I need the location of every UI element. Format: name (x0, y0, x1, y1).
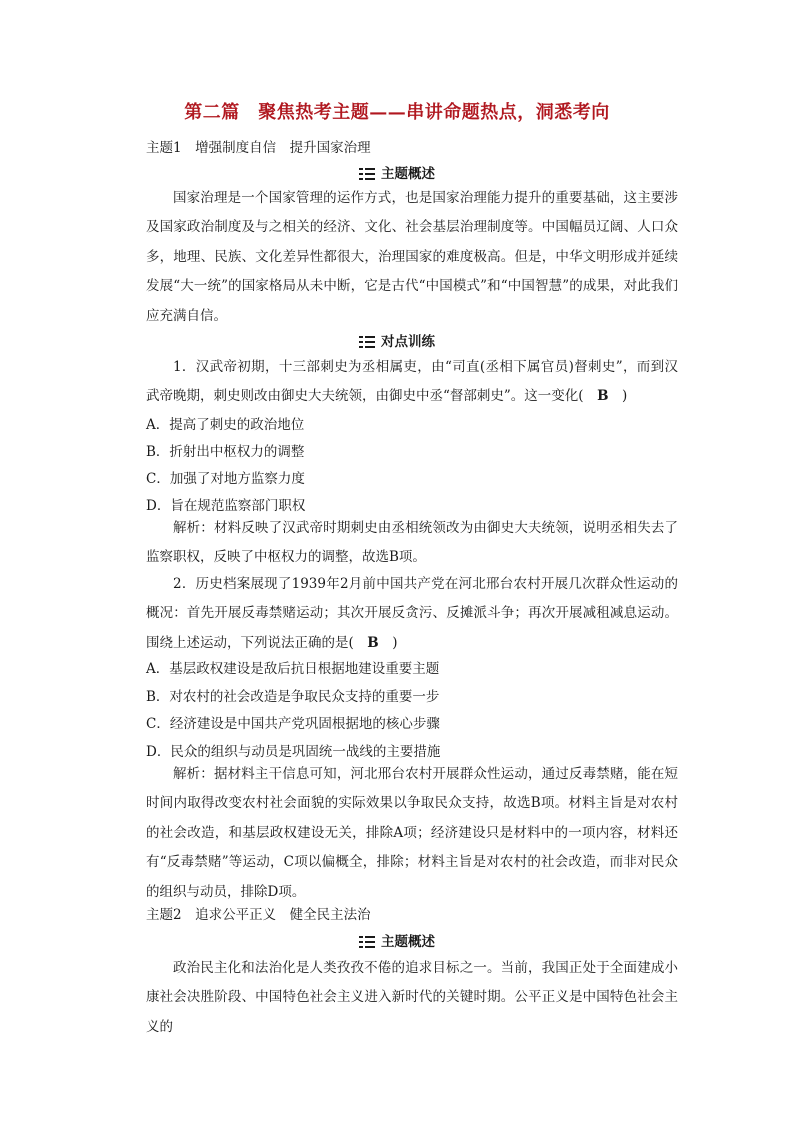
overview-2-heading (0, 930, 794, 950)
question-1-close: ) (622, 388, 628, 405)
topic-1-heading: 主题1 增强制度自信 提升国家治理 (146, 140, 371, 156)
question-2-answer: B (367, 634, 379, 651)
overview-2-paragraph: 政治民主化和法治化是人类孜孜不倦的追求目标之一。当前，我国正处于全面建成小康社会决胜阶段、中国特色社会主义进入新时代的关键时期。公平正义是中国特色社会主义的 (146, 960, 678, 1035)
question-1-answer: B (597, 388, 609, 405)
question-2-stem (146, 570, 678, 658)
overview-2-heading-text: 主题概述 (381, 934, 435, 950)
question-1-analysis: 解析：材料反映了汉武帝时期刺史由丞相统领改为由御史大夫统领，说明丞相失去了监察职权，反映了中枢权力的调整，故选B项。 (146, 520, 678, 566)
question-2-option-c: C．经济建设是中国共产党巩固根据地的核心步骤 (146, 716, 440, 732)
topic-2-heading: 主题2 追求公平正义 健全民主法治 (146, 907, 371, 923)
list-icon (359, 935, 375, 948)
question-2-option-a: A．基层政权建设是敌后抗日根据地建设重要主题 (146, 661, 440, 677)
question-1-option-a: A．提高了刺史的政治地位 (146, 417, 305, 433)
overview-1-heading-text: 主题概述 (381, 166, 435, 182)
question-1-stem (146, 353, 678, 412)
question-2-close: ) (392, 634, 398, 651)
question-2-option-b: B．对农村的社会改造是争取民众支持的重要一步 (146, 689, 440, 705)
question-1-option-d: D．旨在规范监察部门职权 (146, 498, 306, 514)
question-1-option-c: C．加强了对地方监察力度 (146, 471, 305, 487)
document-title: 第二篇 聚焦热考主题——串讲命题热点，洞悉考向 (184, 102, 610, 123)
question-1-option-b: B．折射出中枢权力的调整 (146, 444, 305, 460)
training-heading-text: 对点训练 (381, 334, 435, 350)
question-2-stem-text: 2．历史档案展现了1939年2月前中国共产党在河北邢台农村开展几次群众性运动的概况：首先开展反毒禁赌运动；其次开展反贪污、反摊派斗争；再次开展减租减息运动。围绕上述运动，下列说法正确的是( (146, 576, 678, 651)
question-2-option-d: D．民众的组织与动员是巩固统一战线的主要措施 (146, 744, 441, 760)
overview-1-paragraph: 国家治理是一个国家管理的运作方式，也是国家治理能力提升的重要基础，这主要涉及国家政治制度及与之相关的经济、文化、社会基层治理制度等。中国幅员辽阔、人口众多，地理、民族、文化差异性都很大，治理国家的难度极高。但是，中华文明形成并延续发展“大一统”的国家格局从未中断，它是古代“中国模式”和“中国智慧”的成果，对此我们应充满自信。 (146, 190, 678, 324)
training-heading (0, 330, 794, 350)
question-1-stem-text: 1．汉武帝初期，十三部刺史为丞相属吏，由“司直(丞相下属官员)督刺史”，而到汉武帝晚期，刺史则改由御史大夫统领，由御史中丞“督部刺史”。这一变化( (146, 359, 678, 405)
list-icon (359, 335, 375, 348)
question-2-analysis: 解析：据材料主干信息可知，河北邢台农村开展群众性运动，通过反毒禁赌，能在短时间内取得改变农村社会面貌的实际效果以争取民众支持，故选B项。材料主旨是对农村的社会改造，和基层政权建设无关，排除A项；经济建设只是材料中的一项内容，材料还有“反毒禁赌”等运动，C项以偏概全，排除；材料主旨是对农村的社会改造，而非对民众的组织与动员，排除D项。 (146, 766, 678, 900)
list-icon (359, 167, 375, 180)
overview-1-heading (0, 162, 794, 182)
